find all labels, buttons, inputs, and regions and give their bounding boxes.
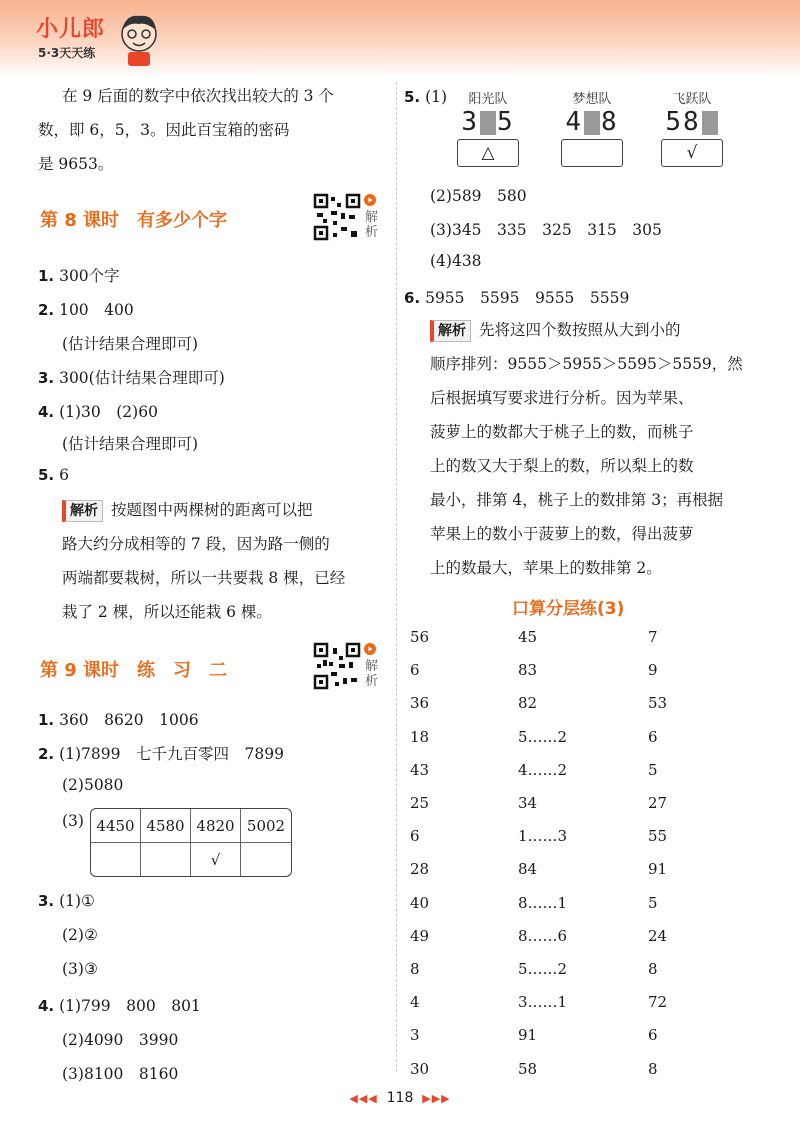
l9-q2 [38,742,284,764]
l9-q4-line2: (2)4090 3990 [62,1031,179,1049]
oral-answer-cell: 7 [648,628,658,646]
r-q6-analysis-line-3: 后根据填写要求进行分析。因为苹果、 [430,389,694,407]
oral-answer-cell: 40 [410,893,430,912]
oral-answer-cell: 6 [648,1026,658,1045]
oral-answer-cell: 82 [518,694,538,713]
item-text: (1)30 (2)60 [59,403,158,421]
item-number: 4. [38,403,55,421]
oral-answer-cell: 53 [648,694,668,713]
item-number: 1. [38,267,55,285]
oral-answer-cell: 6 [410,661,420,680]
item-number: 6. [404,289,421,307]
digit: 3 [461,107,479,137]
l8-analysis-line-1 [62,498,313,522]
r-q6-analysis-line-7: 苹果上的数小于菠萝上的数，得出菠萝 [430,525,694,543]
item-number: 4. [38,997,55,1015]
qr-code-icon[interactable] [313,193,361,241]
oral-answer-cell: 72 [648,993,668,1012]
item-number: 3. [38,369,55,387]
team-card [448,88,528,167]
oral-answer-cell: 36 [410,694,430,713]
oral-answer-cell: 9 [648,661,658,680]
item-text: 6 [59,466,69,484]
table-mark-cell: √ [191,843,241,876]
oral-answer-cell: 45 [518,628,538,646]
item-text: 300(估计结果合理即可) [59,369,225,387]
l9-q2-part3: (3) [62,812,84,830]
oral-answer-cell: 6 [648,727,658,746]
oral-answer-cell: 84 [518,860,538,879]
l9-q3-line2: (2)② [62,926,98,944]
oral-answer-cell: 1……3 [518,827,568,846]
r-q6-analysis-line-8: 上的数最大，苹果上的数排第 2。 [430,559,662,577]
item-text: (1)7899 七千九百零四 7899 [59,745,284,763]
lesson-9-title: 第 9 课时 练 习 二 [40,660,228,681]
mascot-icon [116,12,162,68]
team-answer-box: △ [457,139,519,167]
team-number [448,107,528,137]
oral-answer-cell: 27 [648,794,668,812]
item-number: 3. [38,892,55,910]
r-q5-line2: (2)589 580 [430,187,527,205]
r-q6-analysis-line-2: 顺序排列：9555＞5955＞5595＞5559，然 [430,355,743,373]
l8-item-4 [38,400,158,422]
r-q6-analysis-line-5: 上的数又大于梨上的数，所以梨上的数 [430,457,694,475]
team-name: 飞跃队 [672,92,712,107]
oral-answer-cell: 5 [648,760,658,779]
table-header-cell: 4820 [191,809,241,843]
brand-logo [36,12,166,72]
digit: 8 [683,107,701,137]
oral-answer-cell: 83 [518,661,538,680]
oral-answer-cell: 30 [410,1059,430,1078]
brand-name: 小儿郎 [36,17,106,42]
oral-answer-cell: 58 [518,1059,538,1078]
oral-answer-cell: 5……2 [518,727,568,746]
item-text: 5955 5595 9555 5559 [425,289,630,307]
team-answer-box: √ [661,139,723,167]
table-header-cell: 5002 [241,809,291,843]
page-number: 118 [386,1090,414,1106]
column-divider [396,82,397,1072]
r-q6-analysis-line-6: 最小，排第 4，桃子上的数排第 3；再根据 [430,491,724,509]
item-text: (1)799 800 801 [59,997,201,1015]
l8-item-1 [38,264,120,286]
item-number: 5. [404,88,421,106]
intro-line-3: 是 9653。 [38,155,114,173]
team-answer-box [561,139,623,167]
l8-item-4-note: (估计结果合理即可) [62,435,199,453]
page-footer [0,1090,800,1106]
table-mark-cell [141,843,191,876]
analysis-tag: 解析 [62,500,103,522]
l9-q4 [38,994,201,1016]
r-q6-analysis-line-1 [430,318,681,342]
r-q5-line4: (4)438 [430,252,482,270]
l8-analysis-line-4: 栽了 2 棵，所以还能栽 6 棵。 [62,603,272,621]
oral-answer-cell: 8……1 [518,893,568,912]
item-text: (1) [425,88,448,106]
oral-answer-cell: 6 [410,827,420,846]
team-number [652,107,732,137]
hidden-digit [480,111,496,135]
l8-item-3 [38,366,225,388]
oral-answer-cell: 34 [518,794,538,812]
item-text: (1)① [59,892,95,910]
hidden-digit [702,111,718,135]
oral-answer-cell: 18 [410,727,430,746]
digit: 4 [565,107,583,137]
oral-answer-cell: 25 [410,794,430,812]
intro-line-1: 在 9 后面的数字中依次找出较大的 3 个 [62,87,334,105]
prev-arrows-icon: ◀◀◀ [349,1092,378,1105]
l8-item-5 [38,466,69,484]
item-number: 5. [38,466,55,484]
oral-answer-cell: 91 [648,860,668,879]
oral-answer-cell: 3……1 [518,993,568,1012]
hidden-digit [584,111,600,135]
oral-answer-cell: 5……2 [518,960,568,978]
l8-analysis-line-2: 路大约分成相等的 7 段，因为路一侧的 [62,535,330,553]
oral-answer-cell: 8 [648,1059,658,1078]
oral-answer-cell: 5 [648,893,658,912]
l9-q1 [38,708,199,730]
number-table [90,808,292,877]
analysis-text: 按题图中两棵树的距离可以把 [111,501,313,519]
qr-analysis-label: 解析 [365,210,379,240]
qr-code-icon[interactable] [313,642,361,690]
r-q6 [404,286,629,308]
play-icon [364,643,376,655]
team-name: 梦想队 [572,92,612,107]
item-text: 360 8620 1006 [59,711,199,729]
l8-item-2 [38,298,134,320]
item-number: 1. [38,711,55,729]
item-number: 2. [38,745,55,763]
oral-answer-cell: 8 [648,960,658,978]
oral-practice-title: 口算分层练(3) [512,599,625,619]
analysis-text: 先将这四个数按照从大到小的 [479,321,681,339]
l9-q3-line3: (3)③ [62,960,98,978]
r-q6-analysis-line-4: 菠萝上的数都大于桃子上的数，而桃子 [430,423,694,441]
oral-answer-cell: 28 [410,860,430,879]
team-card [652,88,732,167]
l9-q4-line3: (3)8100 8160 [62,1065,179,1083]
oral-answer-cell: 43 [410,760,430,779]
team-card [552,88,632,167]
digit: 8 [601,107,619,137]
l9-q3 [38,892,95,910]
team-number [552,107,632,137]
oral-answer-cell: 3 [410,1026,420,1045]
oral-answer-cell: 8 [410,960,420,978]
oral-answer-cell: 8……6 [518,926,568,945]
oral-answer-cell: 55 [648,827,668,846]
r-q5 [404,88,447,106]
table-header-cell: 4580 [141,809,191,843]
r-q5-line3: (3)345 335 325 315 305 [430,221,662,239]
l9-q2-part2: (2)5080 [62,776,124,794]
oral-answer-cell: 56 [410,628,430,646]
digit: 5 [497,107,515,137]
digit: 5 [665,107,683,137]
oral-answer-cell: 49 [410,926,430,945]
item-text: 100 400 [59,301,134,319]
table-mark-cell [91,843,141,876]
brand-subtitle: 5·3天天练 [38,46,96,60]
table-mark-cell [241,843,291,876]
oral-answer-cell: 4 [410,993,420,1012]
item-number: 2. [38,301,55,319]
oral-answer-cell: 24 [648,926,668,945]
oral-answer-cell: 91 [518,1026,538,1045]
team-name: 阳光队 [468,92,508,107]
qr-analysis-label: 解析 [365,659,379,689]
analysis-tag: 解析 [430,320,471,342]
lesson-8-title: 第 8 课时 有多少个字 [40,210,228,231]
table-header-cell: 4450 [91,809,141,843]
item-text: 300个字 [59,267,120,285]
l8-analysis-line-3: 两端都要栽树，所以一共要栽 8 棵，已经 [62,569,346,587]
oral-answer-cell: 4……2 [518,760,568,779]
next-arrows-icon: ▶▶▶ [422,1092,451,1105]
l8-item-2-note: (估计结果合理即可) [62,335,199,353]
intro-line-2: 数，即 6，5，3。因此百宝箱的密码 [38,121,290,139]
play-icon [364,194,376,206]
